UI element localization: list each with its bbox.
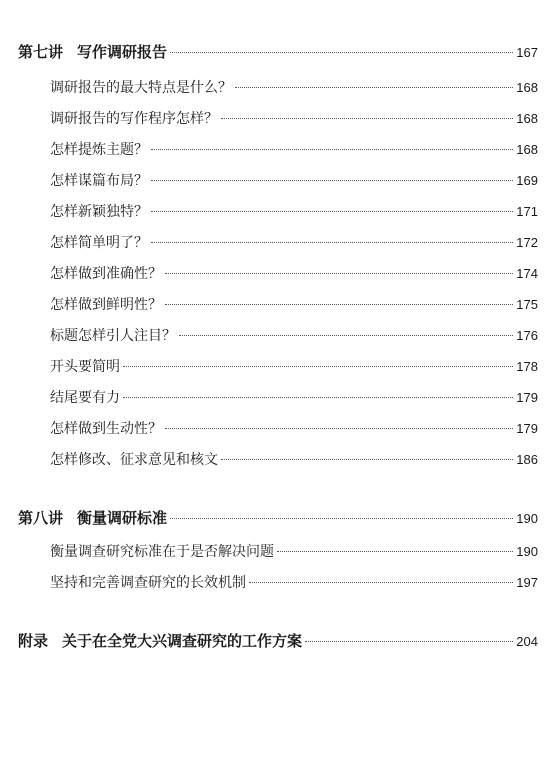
entry-title: 怎样做到准确性？: [50, 266, 162, 282]
toc-entry[interactable]: [50, 356, 538, 376]
dot-leader: [221, 118, 513, 119]
entry-title: 怎样新颖独特？: [50, 204, 148, 220]
toc-chapter-7[interactable]: [18, 41, 538, 62]
toc-entry[interactable]: [50, 294, 538, 314]
page-number: 168: [516, 80, 538, 95]
page-number: 167: [516, 45, 538, 60]
entry-title: 坚持和完善调查研究的长效机制: [50, 575, 246, 591]
chapter-title: 关于在全党大兴调查研究的工作方案: [62, 632, 303, 650]
page-number: 174: [516, 266, 538, 281]
page-number: 171: [516, 204, 538, 219]
dot-leader: [277, 551, 513, 552]
chapter-number: 第八讲: [18, 509, 64, 527]
toc-entry[interactable]: [50, 263, 538, 283]
toc-entry[interactable]: [50, 139, 538, 159]
page-number: 204: [516, 634, 538, 649]
entry-title: 结尾要有力: [50, 390, 120, 406]
page-number: 179: [516, 421, 538, 436]
dot-leader: [249, 582, 513, 583]
page-number: 169: [516, 173, 538, 188]
toc-entry[interactable]: [50, 325, 538, 345]
toc-entry[interactable]: [50, 418, 538, 438]
entry-title: 怎样谋篇布局？: [50, 173, 148, 189]
dot-leader: [123, 366, 513, 367]
entry-title: 标题怎样引人注目？: [50, 328, 176, 344]
page-number: 175: [516, 297, 538, 312]
dot-leader: [151, 211, 513, 212]
dot-leader: [221, 459, 513, 460]
page-number: 186: [516, 452, 538, 467]
dot-leader: [151, 242, 513, 243]
dot-leader: [123, 397, 513, 398]
toc-entry[interactable]: [50, 170, 538, 190]
dot-leader: [170, 52, 513, 53]
dot-leader: [165, 428, 513, 429]
entry-title: 怎样提炼主题？: [50, 142, 148, 158]
page-number: 178: [516, 359, 538, 374]
entry-title: 怎样修改、征求意见和核文: [50, 452, 218, 468]
dot-leader: [165, 304, 513, 305]
chapter-number: 第七讲: [18, 43, 64, 61]
page-number: 176: [516, 328, 538, 343]
dot-leader: [305, 641, 513, 642]
dot-leader: [151, 149, 513, 150]
entry-title: 怎样简单明了？: [50, 235, 148, 251]
dot-leader: [179, 335, 513, 336]
entry-title: 开头要简明: [50, 359, 120, 375]
toc-chapter-8[interactable]: [18, 507, 538, 528]
toc-entry[interactable]: [50, 541, 538, 561]
entry-title: 怎样做到鲜明性？: [50, 297, 162, 313]
chapter-number: 附录: [18, 632, 49, 650]
page-number: 179: [516, 390, 538, 405]
toc-entry[interactable]: [50, 232, 538, 252]
entry-title: 怎样做到生动性？: [50, 421, 162, 437]
chapter-title: 写作调研报告: [77, 43, 168, 61]
dot-leader: [151, 180, 513, 181]
toc-entry[interactable]: [50, 108, 538, 128]
page-number: 190: [516, 511, 538, 526]
dot-leader: [235, 87, 513, 88]
page-number: 190: [516, 544, 538, 559]
entry-title: 衡量调查研究标准在于是否解决问题: [50, 544, 274, 560]
page-number: 168: [516, 142, 538, 157]
chapter-title: 衡量调研标准: [77, 509, 168, 527]
toc-entry[interactable]: [50, 572, 538, 592]
page-number: 168: [516, 111, 538, 126]
page-number: 197: [516, 575, 538, 590]
dot-leader: [170, 518, 513, 519]
entry-title: 调研报告的最大特点是什么？: [50, 80, 232, 96]
entry-title: 调研报告的写作程序怎样？: [50, 111, 218, 127]
page-number: 172: [516, 235, 538, 250]
toc-appendix[interactable]: [18, 630, 538, 651]
toc-entry[interactable]: [50, 449, 538, 469]
dot-leader: [165, 273, 513, 274]
toc-entry[interactable]: [50, 201, 538, 221]
toc-entry[interactable]: [50, 387, 538, 407]
toc-entry[interactable]: [50, 77, 538, 97]
